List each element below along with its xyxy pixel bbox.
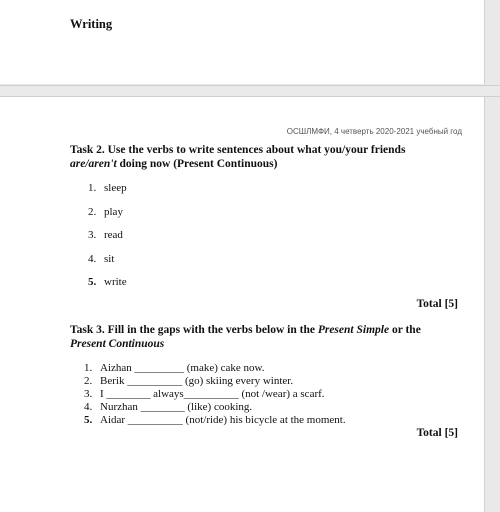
item-number: 2. xyxy=(84,375,93,387)
header-note: ОСШЛМФИ, 4 четверть 2020-2021 учебный год xyxy=(286,127,462,136)
page-separator xyxy=(0,85,500,97)
page-tasks xyxy=(0,97,485,512)
task3-list xyxy=(84,362,346,427)
item-text: Berik __________ (go) skiing every winter. xyxy=(100,375,294,387)
task3-title-part1: Task 3. Fill in the gaps with the verbs below in the xyxy=(70,324,318,336)
list-item xyxy=(84,375,346,388)
list-item xyxy=(88,181,127,205)
list-item xyxy=(84,388,346,401)
item-text: Aizhan _________ (make) cake now. xyxy=(100,362,265,374)
item-number: 1. xyxy=(88,182,97,194)
item-number: 2. xyxy=(88,205,97,218)
item-text: write xyxy=(104,276,127,288)
task3-total: Total [5] xyxy=(416,427,458,439)
item-text: Aidar __________ (not/ride) his bicycle at the moment. xyxy=(100,414,346,426)
item-text: play xyxy=(104,205,123,218)
task2-title-line1: Task 2. Use the verbs to write sentences about what you/your friends xyxy=(70,144,406,156)
item-number: 5. xyxy=(84,414,93,426)
item-number: 3. xyxy=(88,229,97,241)
list-item xyxy=(88,228,127,252)
item-text: Nurzhan ________ (like) cooking. xyxy=(100,401,253,413)
list-item xyxy=(88,205,127,229)
list-item xyxy=(84,362,346,375)
page-heading: Writing xyxy=(70,17,113,31)
list-item xyxy=(84,414,346,427)
task2-title xyxy=(70,143,450,171)
item-text: I ________ always__________ (not /wear) a scarf. xyxy=(100,388,325,400)
item-text: sleep xyxy=(104,182,127,194)
task2-title-italic: are/aren't xyxy=(70,158,117,170)
item-text: sit xyxy=(104,252,115,265)
task2-title-rest: doing now (Present Continuous) xyxy=(116,158,278,170)
page-writing xyxy=(0,0,485,84)
task3-title-italic2: Present Continuous xyxy=(70,338,165,350)
task2-list xyxy=(88,181,127,299)
list-item xyxy=(88,275,127,299)
task3-title xyxy=(70,323,450,351)
task2-total: Total [5] xyxy=(416,298,458,310)
item-number: 1. xyxy=(84,362,93,374)
item-text: read xyxy=(104,229,123,241)
list-item xyxy=(88,252,127,276)
item-number: 4. xyxy=(84,401,93,413)
task3-title-italic1: Present Simple xyxy=(317,324,390,336)
item-number: 4. xyxy=(88,252,97,265)
item-number: 3. xyxy=(84,388,93,400)
item-number: 5. xyxy=(88,276,97,288)
list-item xyxy=(84,401,346,414)
task3-title-part2: or the xyxy=(389,324,421,336)
